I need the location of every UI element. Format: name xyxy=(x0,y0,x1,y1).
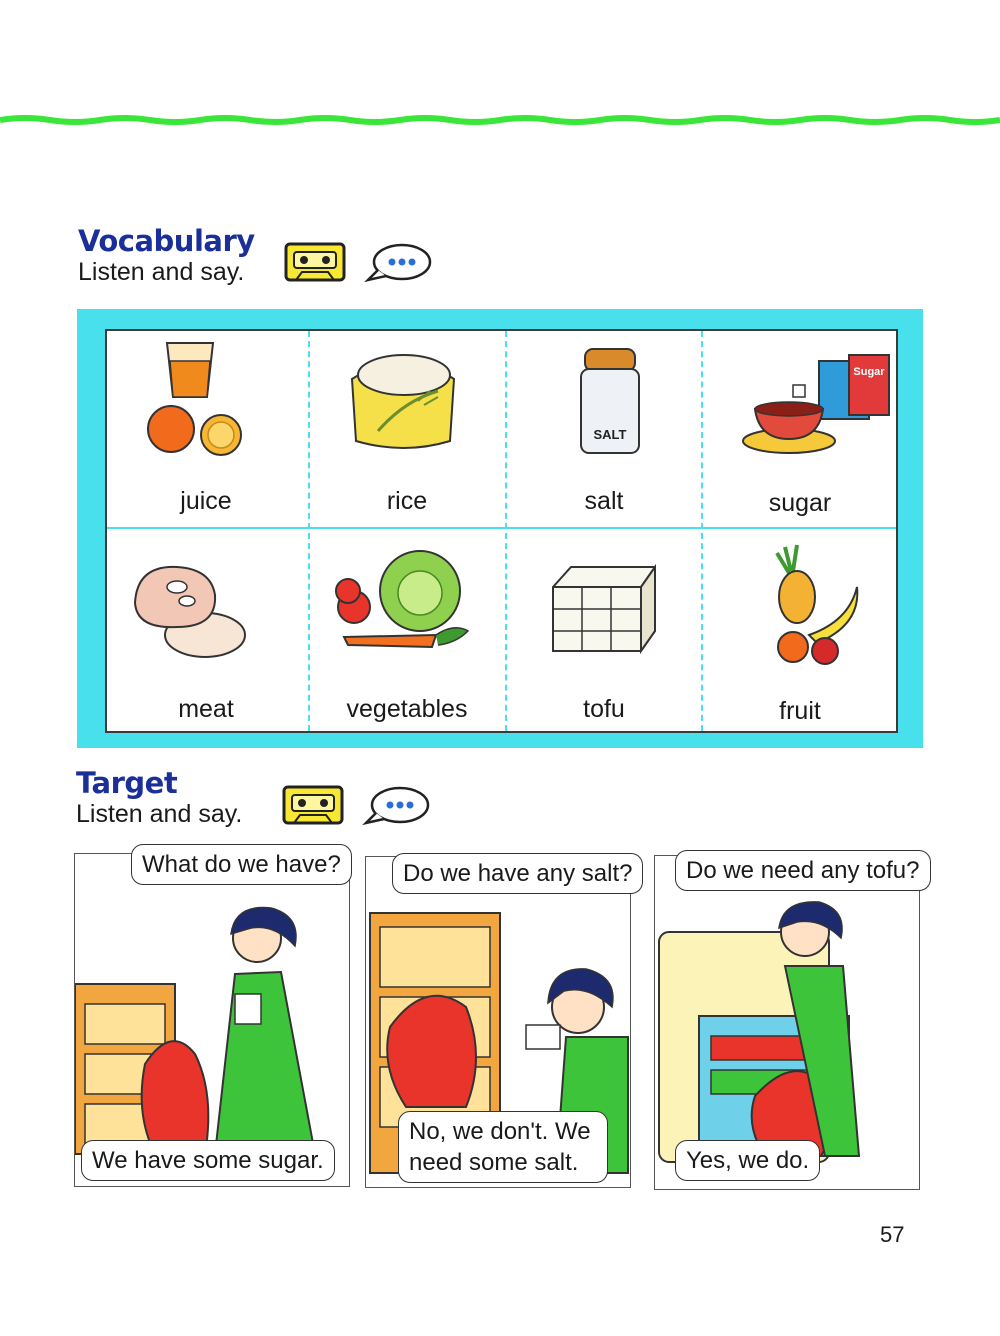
tofu-icon xyxy=(505,531,703,681)
vocab-label: fruit xyxy=(779,697,821,725)
vegetables-icon xyxy=(308,531,506,681)
top-decorative-line xyxy=(0,112,1000,128)
speech-bubble-question: What do we have? xyxy=(131,844,352,885)
vocab-label: juice xyxy=(180,487,232,515)
vocab-label: salt xyxy=(584,487,624,515)
vocabulary-title: Vocabulary xyxy=(78,224,255,258)
speech-bubble-answer: We have some sugar. xyxy=(81,1140,335,1181)
speech-bubble-icon[interactable] xyxy=(362,785,432,827)
speech-bubble-question: Do we need any tofu? xyxy=(675,850,931,891)
kitchen-scene-illustration xyxy=(75,854,351,1188)
comic-panel-1 xyxy=(74,853,350,1187)
vocab-label: meat xyxy=(178,695,234,723)
vocab-label: tofu xyxy=(583,695,625,723)
vocab-card-juice[interactable] xyxy=(107,331,305,531)
vocab-card-rice[interactable] xyxy=(308,331,506,531)
vocab-card-fruit[interactable] xyxy=(701,531,899,731)
salt-shaker-icon xyxy=(505,331,703,481)
speech-bubble-question: Do we have any salt? xyxy=(392,853,643,894)
page-number: 57 xyxy=(880,1222,905,1247)
target-instruction: Listen and say. xyxy=(76,800,243,828)
vocabulary-grid xyxy=(105,329,898,733)
comic-panel-2 xyxy=(365,856,631,1188)
cassette-icon[interactable] xyxy=(284,242,346,282)
cassette-icon[interactable] xyxy=(282,785,344,825)
speech-bubble-answer-line: need some salt. xyxy=(409,1149,579,1176)
vocab-label: sugar xyxy=(768,489,832,517)
vocab-card-sugar[interactable] xyxy=(701,331,899,531)
comic-panel-3 xyxy=(654,855,920,1190)
vocab-card-meat[interactable] xyxy=(107,531,305,731)
speech-bubble-answer-line: No, we don't. We xyxy=(409,1118,591,1145)
vocab-card-vegetables[interactable] xyxy=(308,531,506,731)
vocab-label: vegetables xyxy=(346,695,468,723)
vocab-card-salt[interactable] xyxy=(505,331,703,531)
juice-icon xyxy=(107,331,305,481)
vocabulary-instruction: Listen and say. xyxy=(78,258,245,286)
meat-icon xyxy=(107,531,305,681)
vocab-card-tofu[interactable] xyxy=(505,531,703,731)
vocabulary-frame xyxy=(77,309,923,748)
fruit-icon xyxy=(701,531,899,681)
sugar-box-label: Sugar xyxy=(853,366,885,378)
speech-bubble-icon[interactable] xyxy=(364,242,434,284)
rice-sack-icon xyxy=(308,331,506,481)
sugar-tea-icon xyxy=(701,331,899,481)
salt-shaker-label: SALT xyxy=(593,427,627,442)
vocab-label: rice xyxy=(386,487,428,515)
target-title: Target xyxy=(76,766,178,800)
speech-bubble-answer: Yes, we do. xyxy=(675,1140,820,1181)
speech-bubble-answer xyxy=(398,1111,608,1183)
